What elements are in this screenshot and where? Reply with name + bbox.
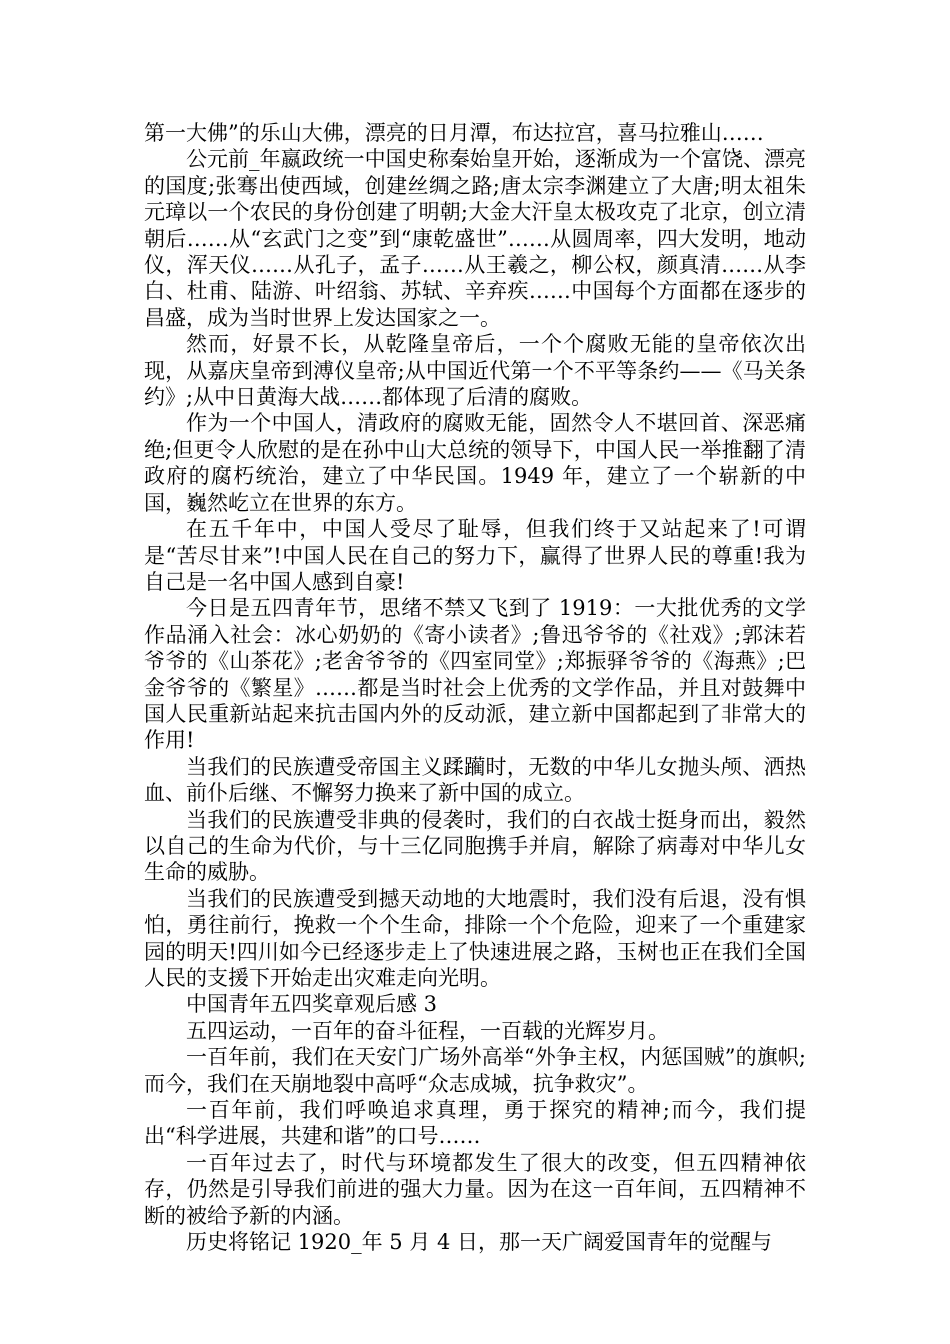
paragraph-4: 作为一个中国人，清政府的腐败无能，固然令人不堪回首、深恶痛绝;但更令人欣慰的是在孙中山大总统的领导下，中国人民一举推翻了清政府的腐朽统治，建立了中华民国。1949 年，建立了一个崭新的中国，巍然屹立在世界的东方。: [144, 411, 806, 515]
paragraph-2: 公元前_年嬴政统一中国史称秦始皇开始，逐渐成为一个富饶、漂亮的国度;张骞出使西域，创建丝绸之路;唐太宗李渊建立了大唐;明太祖朱元璋以一个农民的身份创建了明朝;大金大汗皇太极攻克了北京，创立清朝后……从“玄武门之变”到“康乾盛世”……从圆周率，四大发明，地动仪，浑天仪……从孔子，孟子……从王羲之，柳公权，颜真清……从李白、杜甫、陆游、叶绍翁、苏轼、辛弃疾……中国每个方面都在逐步的昌盛，成为当时世界上发达国家之一。: [144, 147, 806, 330]
paragraph-3: 然而，好景不长，从乾隆皇帝后，一个个腐败无能的皇帝依次出现，从嘉庆皇帝到溥仪皇帝;从中国近代第一个不平等条约——《马关条约》;从中日黄海大战……都体现了后清的腐败。: [144, 332, 806, 410]
paragraph-5: 在五千年中，中国人受尽了耻辱，但我们终于又站起来了!可谓是“苦尽甘来”!中国人民在自己的努力下，赢得了世界人民的尊重!我为自己是一名中国人感到自豪!: [144, 517, 806, 594]
paragraph-14: 历史将铭记 1920_年 5 月 4 日，那一天广阔爱国青年的觉醒与: [186, 1230, 773, 1255]
document-body: [144, 120, 806, 1255]
paragraph-11: 一百年前，我们在天安门广场外高举“外争主权，内惩国贼”的旗帜;而今，我们在天崩地裂中高呼“众志成城，抗争救灾”。: [144, 1045, 806, 1096]
paragraph-9: 当我们的民族遭受到撼天动地的大地震时，我们没有后退，没有惧怕，勇往前行，挽救一个个生命，排除一个个危险，迎来了一个重建家园的明天!四川如今已经逐步走上了快速进展之路，玉树也正在我们全国人民的支援下开始走出灾难走向光明。: [144, 886, 806, 990]
paragraph-8: 当我们的民族遭受非典的侵袭时，我们的白衣战士挺身而出，毅然以自己的生命为代价，与十三亿同胞携手并肩，解除了病毒对中华儿女生命的威胁。: [144, 807, 806, 885]
paragraph-7: 当我们的民族遭受帝国主义蹂躏时，无数的中华儿女抛头颅、洒热血、前仆后继、不懈努力换来了新中国的成立。: [144, 754, 806, 806]
paragraph-10: 五四运动，一百年的奋斗征程，一百载的光辉岁月。: [186, 1018, 669, 1043]
paragraph-12: 一百年前，我们呼唤追求真理，勇于探究的精神;而今，我们提出“科学进展，共建和谐”的口号……: [144, 1098, 806, 1149]
section-heading: 中国青年五四奖章观后感 3: [186, 992, 438, 1017]
paragraph-13: 一百年过去了，时代与环境都发生了很大的改变，但五四精神依存，仍然是引导我们前进的强大力量。因为在这一百年间，五四精神不断的被给予新的内涵。: [144, 1150, 806, 1228]
paragraph-1: 第一大佛”的乐山大佛，漂亮的日月潭，布达拉宫，喜马拉雅山……: [144, 121, 764, 145]
paragraph-6: 今日是五四青年节，思绪不禁又飞到了 1919：一大批优秀的文学作品涌入社会：冰心奶奶的《寄小读者》;鲁迅爷爷的《社戏》;郭沫若爷爷的《山茶花》;老舍爷爷的《四室同堂》;郑振驿爷爷的《海燕》;巴金爷爷的《繁星》……都是当时社会上优秀的文学作品，并且对鼓舞中国人民重新站起来抗击国内外的反动派，建立新中国都起到了非常大的作用!: [144, 596, 806, 753]
